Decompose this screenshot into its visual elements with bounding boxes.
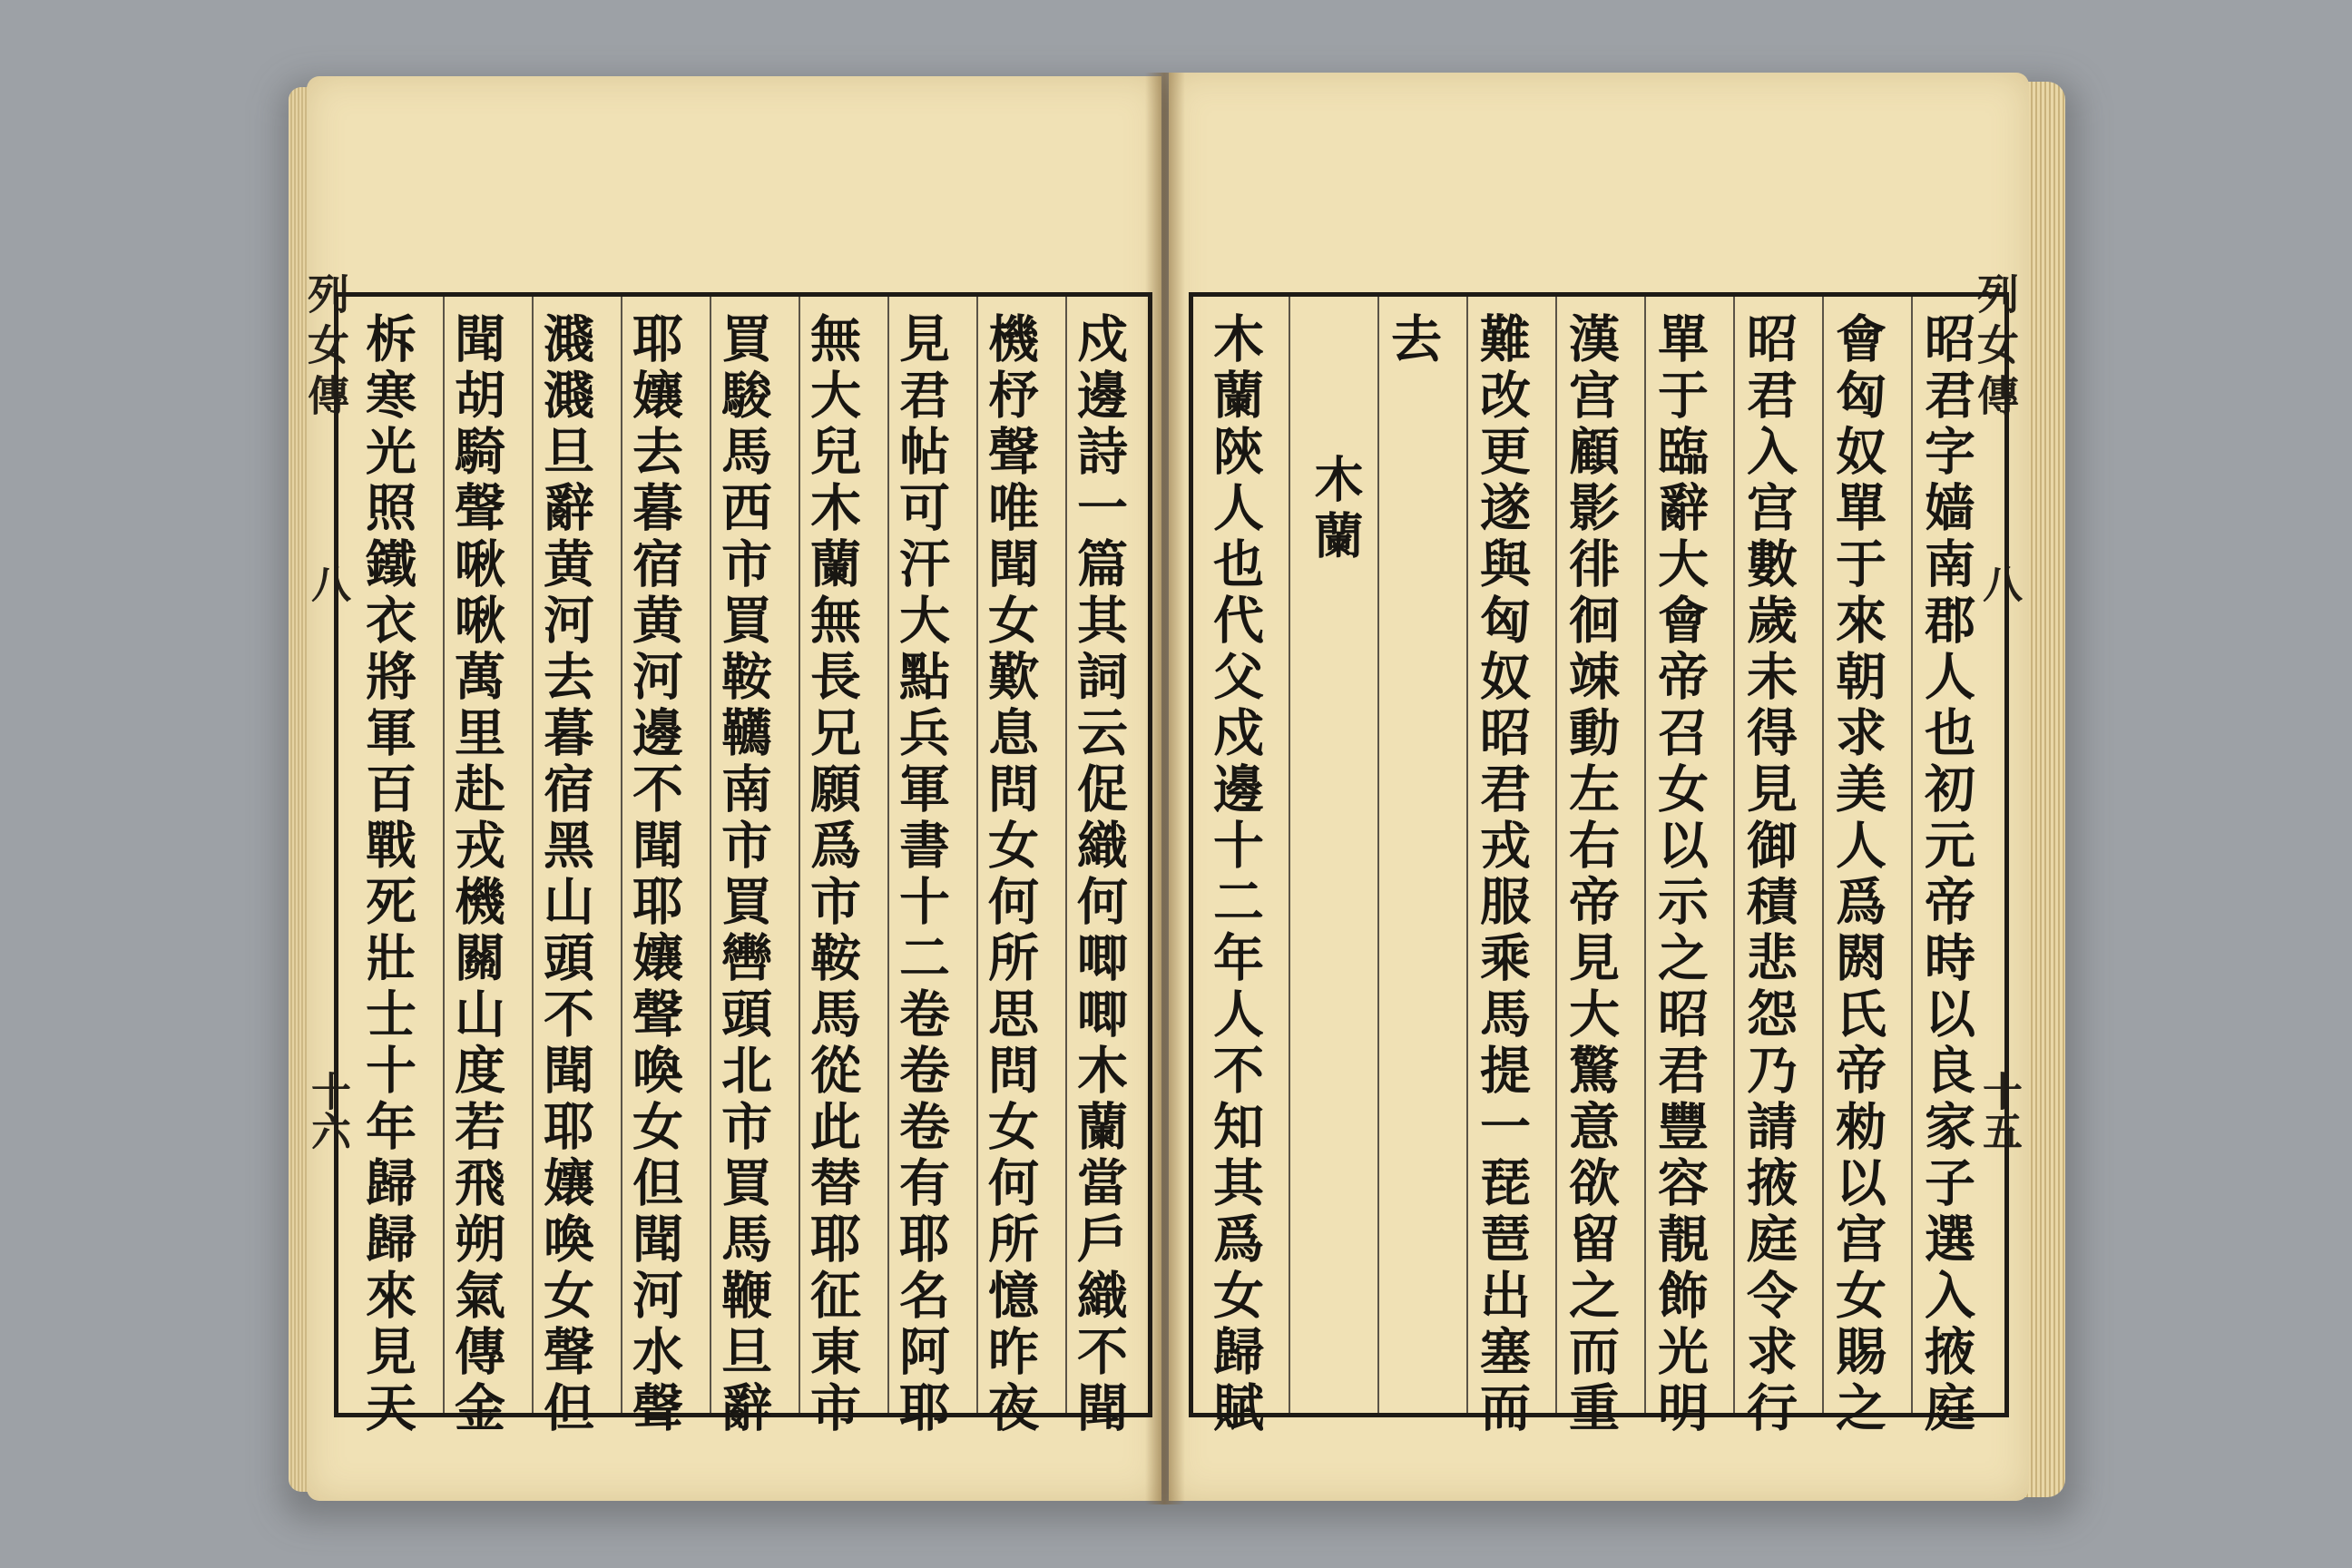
column-rule (443, 297, 445, 1413)
column-rule (976, 297, 978, 1413)
column-rule (621, 297, 622, 1413)
right-folio: 十五 (1975, 1071, 2022, 1151)
left-column-2: 機杼聲唯聞女歎息問女何所思問女何所憶昨夜 (980, 312, 1040, 1437)
right-column-6: 難改更遂與匈奴昭君戎服乘馬提一琵琶出塞而 (1472, 312, 1532, 1437)
left-column-8: 聞胡騎聲啾啾萬里赴戎機關山度若飛朔氣傳金 (446, 312, 506, 1437)
right-margin-title: 列女傳 (1971, 272, 2020, 425)
column-rule (1377, 297, 1379, 1413)
column-rule (1466, 297, 1468, 1413)
right-column-3: 昭君入宫數歲未得見御積悲怨乃請掖庭令求行 (1739, 312, 1798, 1437)
left-column-5: 買駿馬西市買鞍韉南市買轡頭北市買馬鞭旦辭 (713, 312, 773, 1437)
column-rule (1555, 297, 1557, 1413)
column-rule (1065, 297, 1067, 1413)
right-column-5: 漢宫顧影徘徊竦動左右帝見大驚意欲留之而重 (1561, 312, 1621, 1437)
left-column-6: 耶孃去暮宿黄河邊不聞耶孃聲喚女但聞河水聲 (624, 312, 684, 1437)
left-column-1: 戍邊詩一篇其詞云促織何唧唧木蘭當戶織不聞 (1069, 312, 1129, 1437)
column-rule (1911, 297, 1913, 1413)
left-column-4: 無大兒木蘭無長兄願爲市鞍馬從此替耶征東市 (802, 312, 862, 1437)
left-margin-juan: 八 (304, 563, 350, 603)
right-margin-juan: 八 (1975, 563, 2022, 603)
right-column-7: 去 (1383, 312, 1443, 368)
left-margin-title: 列女傳 (301, 272, 350, 425)
left-column-3: 見君帖可汗大點兵軍書十二卷卷卷有耶名阿耶 (891, 312, 951, 1437)
column-rule (799, 297, 800, 1413)
left-folio: 十六 (304, 1071, 350, 1151)
right-column-9: 木蘭陝人也代父戍邊十二年人不知其爲女歸賦 (1205, 312, 1265, 1437)
left-column-7: 濺濺旦辭黄河去暮宿黑山頭不聞耶孃喚女聲但 (535, 312, 595, 1437)
column-rule (1289, 297, 1290, 1413)
column-rule (710, 297, 711, 1413)
column-rule (1644, 297, 1646, 1413)
right-column-1: 昭君字嫱南郡人也初元帝時以良家子選入掖庭 (1916, 312, 1976, 1437)
column-rule (1733, 297, 1735, 1413)
left-column-9: 柝寒光照鐵衣將軍百戰死壯士十年歸歸來見天 (358, 312, 417, 1437)
right-column-4: 單于臨辭大會帝召女以示之昭君豐容靚飾光明 (1650, 312, 1710, 1437)
section-heading: 木蘭 (1307, 454, 1365, 566)
page-edge-right (2024, 82, 2065, 1497)
column-rule (887, 297, 889, 1413)
column-rule (532, 297, 534, 1413)
right-column-2: 會匈奴單于來朝求美人爲閼氏帝勑以宫女賜之 (1828, 312, 1887, 1437)
column-rule (1822, 297, 1824, 1413)
